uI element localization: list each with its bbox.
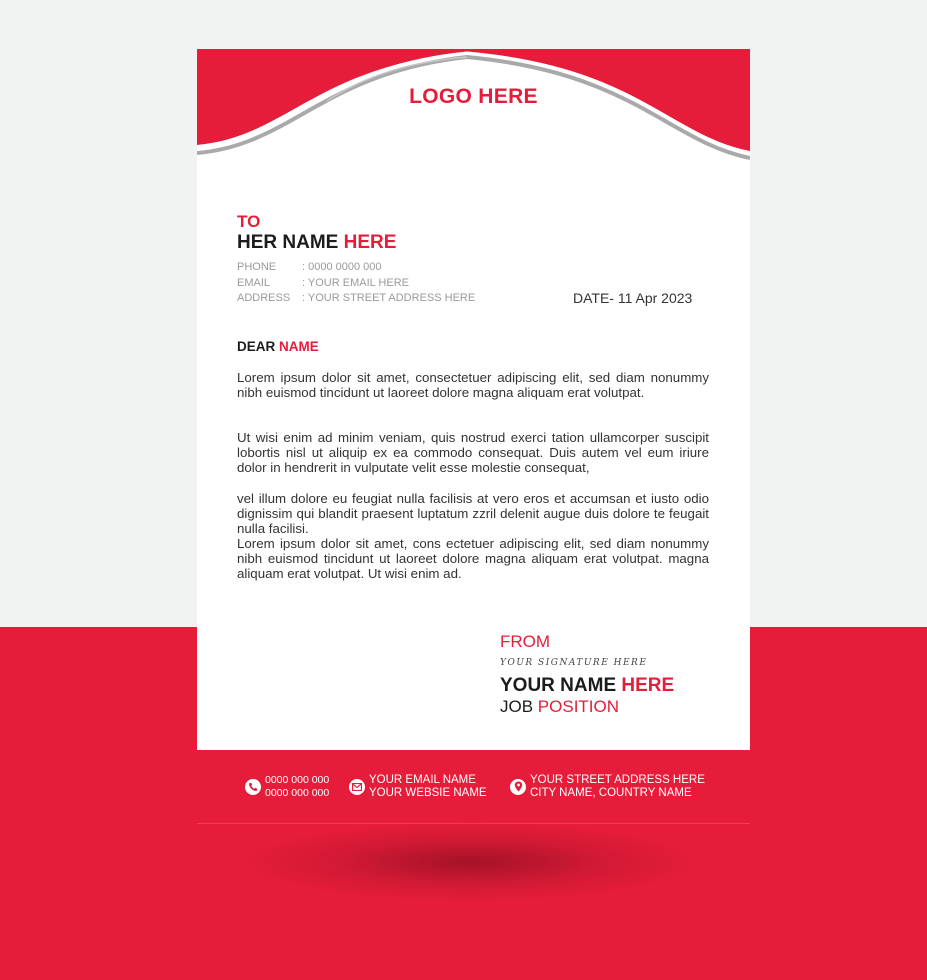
- body-paragraph: Lorem ipsum dolor sit amet, cons ectetuer adipiscing elit, sed diam nonummy nibh euismod tincidunt ut laoreet dolore magna aliquam erat volutpat. magna aliquam erat volutpat. Ut wisi enim ad.: [237, 536, 709, 582]
- contact-value: : 0000 0000 000: [302, 261, 382, 273]
- contact-value: : YOUR EMAIL HERE: [302, 276, 409, 289]
- body-paragraph: Ut wisi enim ad minim veniam, quis nostrud exerci tation ullamcorper suscipit lobortis nisl ut aliquip ex ea commodo consequat. Duis autem vel eum iriure dolor in hendrerit in vulputate velit esse molestie consequat,: [237, 430, 709, 476]
- sender-name-main: YOUR NAME: [500, 675, 617, 696]
- page-shadow: [240, 822, 700, 902]
- job-accent: POSITION: [537, 697, 620, 716]
- salutation: [237, 339, 319, 354]
- recipient-contact: [237, 260, 475, 307]
- location-pin-icon: [510, 779, 526, 795]
- signature: YOUR SIGNATURE HERE: [500, 658, 648, 668]
- contact-row-email: [237, 276, 475, 292]
- body-paragraph: vel illum dolore eu feugiat nulla facilisis at vero eros et accumsan et iusto odio dignissim qui blandit praesent luptatum zzril delenit augue duis dolore te feugait nulla facilisi.: [237, 491, 709, 537]
- contact-key: EMAIL: [237, 276, 271, 289]
- contact-key: PHONE: [237, 261, 277, 273]
- from-label: FROM: [500, 632, 551, 651]
- footer-phone: [245, 774, 329, 799]
- footer-email-line1: YOUR EMAIL NAME: [369, 774, 476, 786]
- contact-value: : YOUR STREET ADDRESS HERE: [302, 292, 476, 304]
- mail-icon: [349, 779, 365, 795]
- recipient-name-main: HER NAME: [237, 232, 339, 253]
- contact-row-address: [237, 291, 475, 307]
- footer-address-text: [530, 774, 705, 799]
- to-label: TO: [237, 212, 261, 231]
- phone-icon: [245, 779, 261, 795]
- contact-key: ADDRESS: [237, 292, 291, 304]
- footer-email: [349, 774, 487, 799]
- footer-address-line1: YOUR STREET ADDRESS HERE: [530, 774, 705, 786]
- recipient-name: [237, 232, 396, 254]
- letterhead-page: [197, 49, 750, 750]
- job-position: [500, 697, 619, 717]
- sender-name-accent: HERE: [621, 675, 675, 696]
- salutation-dear: DEAR: [237, 339, 276, 354]
- contact-row-phone: [237, 260, 475, 276]
- job-main: JOB: [500, 697, 534, 716]
- body-paragraph: Lorem ipsum dolor sit amet, consectetuer adipiscing elit, sed diam nonummy nibh euismod tincidunt ut laoreet dolore magna aliquam erat volutpat.: [237, 370, 709, 401]
- footer-address-line2: CITY NAME, COUNTRY NAME: [530, 786, 692, 799]
- logo-text: LOGO HERE: [409, 85, 538, 108]
- footer-email-line2: YOUR WEBSIE NAME: [369, 786, 487, 799]
- footer-sheet-edge: [197, 823, 750, 824]
- salutation-name: NAME: [279, 339, 319, 354]
- sender-name: [500, 675, 674, 697]
- footer-phone-text: [265, 774, 329, 799]
- footer-phone-line2: 0000 000 000: [265, 786, 330, 799]
- recipient-name-accent: HERE: [343, 232, 397, 253]
- footer-email-text: [369, 774, 487, 799]
- footer-phone-line1: 0000 000 000: [265, 774, 330, 786]
- footer-address: [510, 774, 705, 799]
- letter-date: DATE- 11 Apr 2023: [573, 290, 693, 306]
